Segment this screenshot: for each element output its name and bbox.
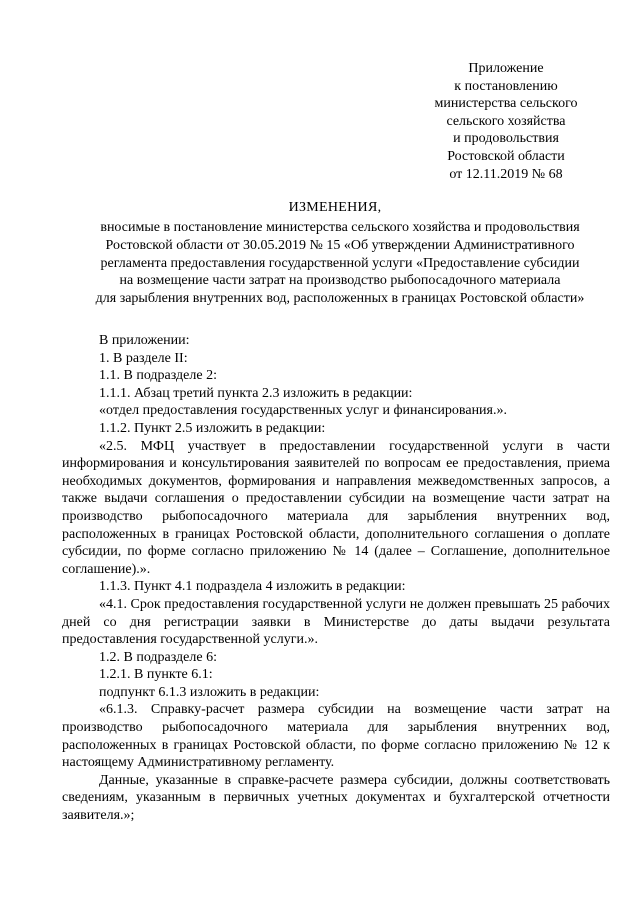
- appendix-line: к постановлению: [454, 78, 558, 94]
- subtitle-line: на возмещение части затрат на производство рыбопосадочного материала: [119, 273, 561, 289]
- subtitle-line: для зарыбления внутренних вод, расположенных в границах Ростовской области»: [95, 291, 585, 307]
- paragraph: 1.1.3. Пункт 4.1 подраздела 4 изложить в редакции:: [99, 579, 406, 595]
- appendix-line: Приложение: [468, 61, 544, 76]
- document-title: ИЗМЕНЕНИЯ,: [288, 200, 382, 215]
- document-subtitle: [60, 219, 620, 308]
- paragraph: «4.1. Срок предоставления государственной услуги не должен превышать 25 рабочих дней со дня регистрации заявки в Министерстве до даты выдачи результата предоставления государственной услуги.».: [62, 596, 610, 648]
- paragraph: 1.2.1. В пункте 6.1:: [99, 667, 213, 683]
- appendix-line: Ростовской области: [447, 148, 565, 164]
- document-body: [62, 332, 610, 825]
- subtitle-line: Ростовской области от 30.05.2019 № 15 «Об утверждении Административного: [105, 237, 575, 253]
- paragraph: 1.2. В подразделе 6:: [99, 649, 217, 665]
- paragraph: 1.1. В подразделе 2:: [99, 368, 217, 384]
- appendix-header: [410, 60, 602, 183]
- paragraph: подпункт 6.1.3 изложить в редакции:: [99, 684, 320, 700]
- paragraph: «2.5. МФЦ участвует в предоставлении государственной услуги в части информирования и консультирования заявителей по вопросам ее предоставления, приема необходимых документов, формирования и направления межведомственных запросов, а также выдачи соглашения о предоставлении субсидии на возмещение части затрат на производство рыбопосадочного материала для зарыбления внутренних вод, расположенных в границах Ростовской области, дополнительного соглашения о доплате субсидии, по форме согласно приложению № 14 (далее – Соглашение, дополнительное соглашение).».: [62, 438, 610, 577]
- appendix-line: и продовольствия: [453, 131, 559, 147]
- paragraph: 1.1.1. Абзац третий пункта 2.3 изложить в редакции:: [99, 385, 413, 401]
- paragraph: Данные, указанные в справке-расчете размера субсидии, должны соответствовать сведениям, указанным в первичных учетных документах и бухгалтерской отчетности заявителя.»;: [62, 772, 610, 824]
- paragraph: 1.1.2. Пункт 2.5 изложить в редакции:: [99, 420, 326, 436]
- paragraph: В приложении:: [99, 333, 190, 348]
- appendix-line: сельского хозяйства: [446, 113, 566, 129]
- appendix-line: от 12.11.2019 № 68: [449, 166, 563, 182]
- appendix-line: министерства сельского: [434, 96, 578, 112]
- paragraph: «отдел предоставления государственных услуг и финансирования.».: [99, 403, 507, 419]
- subtitle-line: регламента предоставления государственной услуги «Предоставление субсидии: [100, 255, 580, 271]
- paragraph: 1. В разделе II:: [99, 350, 188, 366]
- subtitle-line: вносимые в постановление министерства сельского хозяйства и продовольствия: [100, 220, 580, 235]
- paragraph: «6.1.3. Справку-расчет размера субсидии на возмещение части затрат на производство рыбопосадочного материала для зарыбления внутренних вод, расположенных в границах Ростовской области, по форме согласно приложению № 12 к настоящему Административному регламенту.: [62, 702, 610, 771]
